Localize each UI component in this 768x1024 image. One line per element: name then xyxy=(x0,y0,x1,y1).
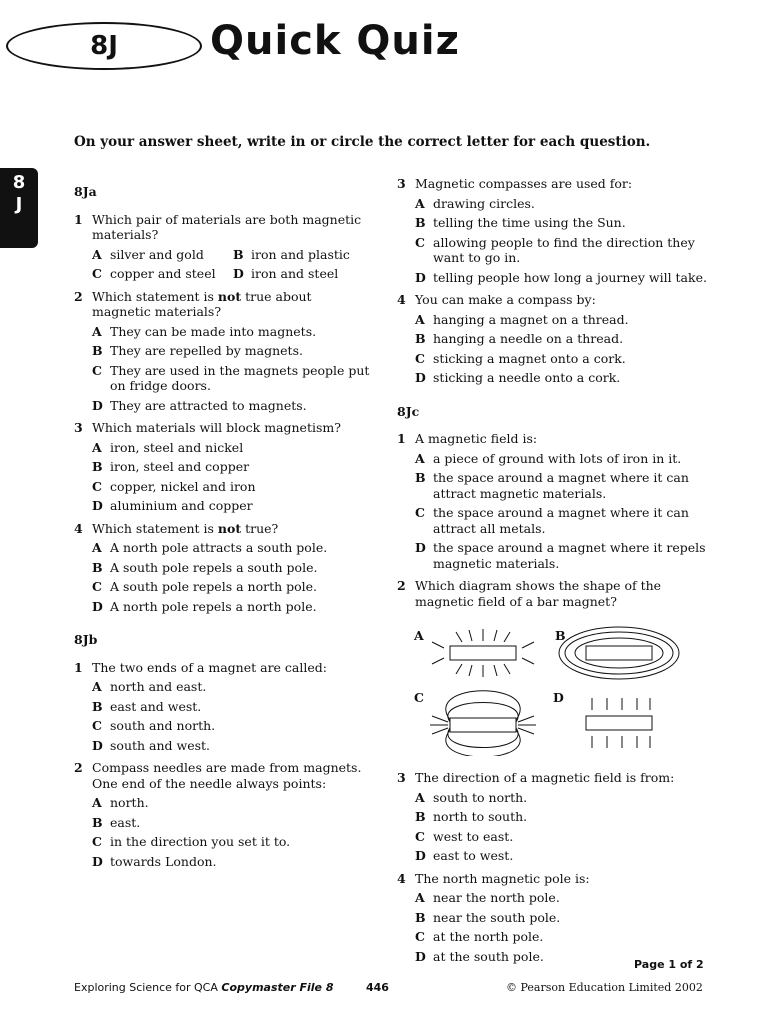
question-8ja-2 xyxy=(74,289,374,414)
option-text: telling the time using the Sun. xyxy=(433,215,626,230)
option xyxy=(415,470,707,501)
option xyxy=(415,451,707,467)
option-letter: A xyxy=(92,246,102,262)
option-text: iron and plastic xyxy=(251,246,350,262)
option xyxy=(415,505,707,536)
option xyxy=(415,848,707,864)
option-text: They are used in the magnets people put on fridge doors. xyxy=(110,362,370,393)
question-number: 1 xyxy=(74,211,83,227)
question-text: Which pair of materials are both magnetic materials? xyxy=(92,211,362,242)
option-text: copper, nickel and iron xyxy=(110,478,256,494)
option-letter: D xyxy=(92,737,103,753)
option-letter: D xyxy=(92,598,103,614)
field-diagram-svg xyxy=(412,626,702,756)
question-8jb-2 xyxy=(74,760,374,869)
option-text: near the north pole. xyxy=(433,890,560,905)
option-letter: D xyxy=(233,266,244,281)
option xyxy=(92,854,374,870)
option-text: A south pole repels a south pole. xyxy=(110,559,318,575)
option-text: the space around a magnet where it repels magnetic materials. xyxy=(433,540,706,571)
option-letter: C xyxy=(92,478,102,494)
question-number: 3 xyxy=(397,770,406,785)
option xyxy=(92,440,374,456)
page-title: Quick Quiz xyxy=(210,18,460,64)
section-tab xyxy=(0,168,38,248)
option-letter: B xyxy=(92,698,103,714)
option xyxy=(415,351,707,367)
option-text: west to east. xyxy=(433,828,514,844)
question-number: 3 xyxy=(74,420,83,435)
option-text: the space around a magnet where it can attract all metals. xyxy=(433,505,689,536)
option xyxy=(92,718,374,734)
question-text: A magnetic field is: xyxy=(415,431,538,446)
question-text-part: true? xyxy=(241,520,279,536)
option-text: towards London. xyxy=(110,853,217,869)
right-column-lower xyxy=(397,770,707,971)
option xyxy=(92,834,374,850)
option-text: A north pole attracts a south pole. xyxy=(110,540,328,555)
question-8jc-3 xyxy=(397,770,707,864)
option-text: sticking a needle onto a cork. xyxy=(433,370,621,385)
option xyxy=(92,479,374,495)
question-text xyxy=(92,289,374,320)
option xyxy=(415,215,707,231)
page-number: Page 1 of 2 xyxy=(634,958,704,971)
option-text: north to south. xyxy=(433,809,528,824)
option-letter: B xyxy=(92,459,103,474)
option-letter: A xyxy=(415,789,425,805)
option-letter: C xyxy=(92,362,102,378)
question-number: 3 xyxy=(397,176,406,191)
option xyxy=(415,929,707,945)
option-text: iron, steel and copper xyxy=(110,459,250,474)
option-letter: B xyxy=(92,343,103,358)
option xyxy=(92,815,374,831)
question-number: 4 xyxy=(74,520,83,536)
option-text: They are repelled by magnets. xyxy=(110,343,303,358)
option xyxy=(92,324,374,340)
option xyxy=(415,270,707,286)
option-text: south and north. xyxy=(110,718,216,733)
question-text: You can make a compass by: xyxy=(415,292,596,307)
footer-page-code: 446 xyxy=(366,981,389,994)
question-text: Compass needles are made from magnets. One end of the needle always points: xyxy=(92,760,362,791)
question-number: 2 xyxy=(74,760,83,775)
option-text: east. xyxy=(110,814,141,830)
question-number: 2 xyxy=(397,578,406,593)
footer-file: Copymaster File 8 xyxy=(221,981,334,994)
option-text: in the direction you set it to. xyxy=(110,834,291,849)
option-text: telling people how long a journey will take. xyxy=(433,269,707,285)
option-letter: A xyxy=(415,890,425,905)
left-column xyxy=(74,178,374,876)
option-text: south and west. xyxy=(110,737,211,753)
question-8jb-1 xyxy=(74,660,374,754)
option-letter: A xyxy=(92,439,102,455)
option-letter: C xyxy=(92,834,102,849)
option-text: iron and steel xyxy=(251,266,339,281)
question-text-part: Which statement is xyxy=(92,288,218,304)
option xyxy=(92,540,374,556)
option-letter: D xyxy=(92,498,103,513)
question-text: Magnetic compasses are used for: xyxy=(415,176,633,191)
question-number: 4 xyxy=(397,292,406,307)
option-letter: D xyxy=(415,370,426,385)
diagram-label-a: A xyxy=(414,628,424,643)
option-letter: D xyxy=(92,397,103,413)
option-text: east to west. xyxy=(433,848,514,863)
option xyxy=(415,540,707,571)
option-letter: C xyxy=(92,718,102,733)
option-letter: C xyxy=(92,579,102,594)
question-8ja-4 xyxy=(74,521,374,615)
question-number: 4 xyxy=(397,870,406,886)
right-column xyxy=(397,176,707,616)
option xyxy=(415,312,707,328)
option-letter: A xyxy=(92,679,102,694)
question-text: The two ends of a magnet are called: xyxy=(92,659,327,675)
option xyxy=(415,235,707,266)
option-letter: D xyxy=(92,853,103,869)
option-row xyxy=(92,247,374,263)
option-text: They can be made into magnets. xyxy=(110,323,317,339)
quiz-code-oval xyxy=(6,22,202,70)
section-heading-8jb: 8Jb xyxy=(74,632,98,647)
option xyxy=(92,343,374,359)
option-letter: B xyxy=(415,809,426,824)
diagram-b-loop-field xyxy=(559,627,679,679)
question-text-part: true about magnetic materials? xyxy=(92,288,312,319)
option-letter: A xyxy=(92,540,102,555)
diagram-label-d: D xyxy=(553,690,564,705)
option xyxy=(92,459,374,475)
option-text: at the north pole. xyxy=(433,929,544,944)
option xyxy=(92,599,374,615)
option-letter: B xyxy=(233,246,244,262)
question-text: The direction of a magnetic field is from: xyxy=(415,770,675,785)
footer-series xyxy=(74,981,333,994)
option-letter: A xyxy=(92,323,102,339)
question-8jc-1 xyxy=(397,431,707,571)
option-letter: C xyxy=(415,234,425,250)
option-text: east and west. xyxy=(110,698,202,714)
option xyxy=(92,579,374,595)
option xyxy=(415,910,707,926)
option xyxy=(415,196,707,212)
option-text: south to north. xyxy=(433,789,528,805)
section-heading-8jc: 8Jc xyxy=(397,403,420,419)
question-text xyxy=(92,521,278,537)
option-text: north and east. xyxy=(110,679,207,694)
question-text-part: Which statement is xyxy=(92,520,218,536)
option-letter: D xyxy=(415,948,426,964)
option xyxy=(415,890,707,906)
option-text: at the south pole. xyxy=(433,948,544,964)
option-letter: D xyxy=(415,540,426,555)
option-text: north. xyxy=(110,795,149,810)
diagram-label-b: B xyxy=(555,628,566,643)
option xyxy=(92,560,374,576)
option-row xyxy=(92,266,374,282)
option-text: hanging a needle on a thread. xyxy=(433,331,624,346)
option-text: A north pole repels a north pole. xyxy=(110,598,317,614)
option-letter: B xyxy=(92,559,103,575)
option-letter: D xyxy=(415,269,426,285)
option-letter: C xyxy=(92,266,102,281)
question-text: Which diagram shows the shape of the magnetic field of a bar magnet? xyxy=(415,578,662,609)
option-letter: B xyxy=(415,215,426,230)
footer-copyright: © Pearson Education Limited 2002 xyxy=(506,981,703,994)
diagram-c-bar-magnet-field xyxy=(430,691,536,756)
question-text: Which materials will block magnetism? xyxy=(92,420,341,435)
option-letter: C xyxy=(415,929,425,944)
footer-series-name: Exploring Science for QCA xyxy=(74,981,218,994)
option-letter: C xyxy=(415,505,425,520)
option xyxy=(415,370,707,386)
option-letter: B xyxy=(415,470,426,485)
option-text: sticking a magnet onto a cork. xyxy=(433,350,626,366)
option xyxy=(415,809,707,825)
option-text: silver and gold xyxy=(110,246,204,262)
question-8jb-3 xyxy=(397,176,707,285)
option-text: allowing people to find the direction they want to go in. xyxy=(433,234,695,265)
question-number: 1 xyxy=(397,431,406,446)
option-letter: C xyxy=(415,350,425,366)
option-letter: C xyxy=(415,828,425,844)
option-text: aluminium and copper xyxy=(110,498,253,513)
option xyxy=(92,363,374,394)
option-letter: D xyxy=(415,848,426,863)
option-text: copper and steel xyxy=(110,266,216,281)
question-8jb-4 xyxy=(397,292,707,386)
question-number: 1 xyxy=(74,659,83,675)
diagram-a-radial-field xyxy=(432,629,534,677)
diagram-label-c: C xyxy=(414,690,424,705)
quiz-code: 8J xyxy=(90,31,118,61)
option-text: A south pole repels a north pole. xyxy=(110,579,318,594)
option xyxy=(415,829,707,845)
option xyxy=(92,498,374,514)
option-text: hanging a magnet on a thread. xyxy=(433,311,629,327)
question-8ja-1 xyxy=(74,212,374,282)
option-text: drawing circles. xyxy=(433,195,535,211)
option xyxy=(92,795,374,811)
question-number: 2 xyxy=(74,288,83,304)
option-text: the space around a magnet where it can attract magnetic materials. xyxy=(433,470,689,501)
question-8jc-4 xyxy=(397,871,707,965)
option-text: They are attracted to magnets. xyxy=(110,397,307,413)
option-text: iron, steel and nickel xyxy=(110,439,244,455)
question-emphasis: not xyxy=(217,520,242,536)
option-letter: B xyxy=(415,331,426,346)
option-letter: B xyxy=(92,814,103,830)
option-text: a piece of ground with lots of iron in it. xyxy=(433,450,682,466)
instructions: On your answer sheet, write in or circle the correct letter for each question. xyxy=(74,134,651,150)
option xyxy=(92,699,374,715)
option xyxy=(92,738,374,754)
option xyxy=(415,331,707,347)
option-letter: A xyxy=(92,795,102,810)
option-text: near the south pole. xyxy=(433,909,561,925)
diagram-d-vertical-field xyxy=(586,698,652,748)
option-letter: A xyxy=(415,195,425,211)
question-text: The north magnetic pole is: xyxy=(415,870,590,886)
option xyxy=(92,398,374,414)
option-letter: A xyxy=(415,450,425,466)
question-8ja-3 xyxy=(74,420,374,514)
option xyxy=(415,790,707,806)
option-letter: A xyxy=(415,311,425,327)
section-heading-8ja: 8Ja xyxy=(74,184,97,199)
section-tab-letter: J xyxy=(15,194,23,215)
magnetic-field-diagrams xyxy=(412,626,702,756)
option xyxy=(92,679,374,695)
question-8jc-2 xyxy=(397,578,707,609)
question-emphasis: not xyxy=(217,288,242,304)
option-letter: B xyxy=(415,909,426,925)
section-tab-number: 8 xyxy=(12,172,26,193)
